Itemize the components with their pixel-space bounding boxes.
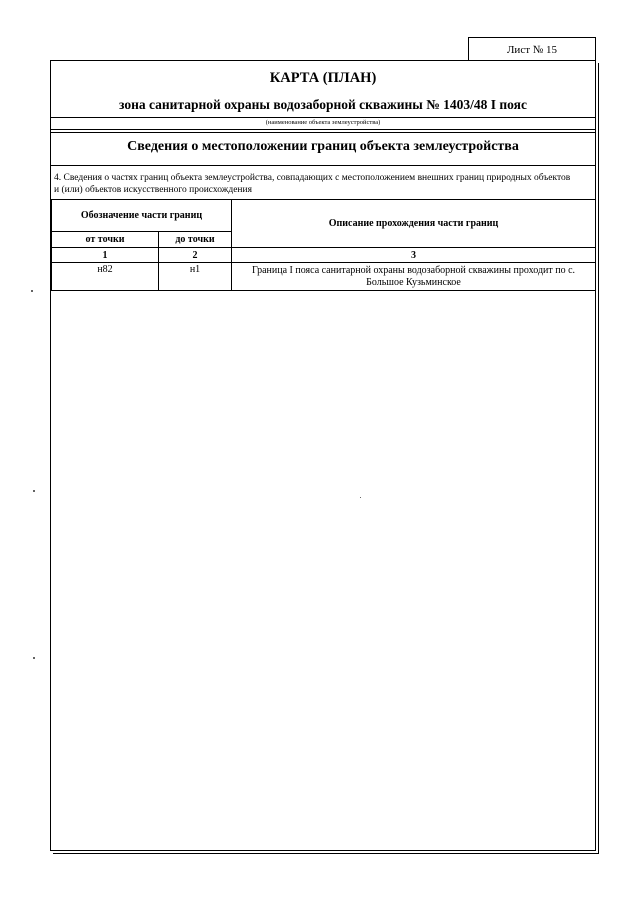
sheet-number: Лист № 15 xyxy=(506,43,558,56)
section-title: Сведения о местоположении границ объекта землеустройства xyxy=(127,139,519,154)
row-description: Граница I пояса санитарной охраны водозаборной скважины проходит по с. Большое Кузьминское xyxy=(232,263,596,291)
divider xyxy=(51,165,595,166)
sheet-number-box xyxy=(468,37,596,61)
header-from-point: от точки xyxy=(52,232,159,248)
divider xyxy=(51,132,595,133)
table-row xyxy=(52,263,596,291)
col-number: 1 xyxy=(52,248,159,263)
scan-speck xyxy=(360,497,361,498)
header-to-point: до точки xyxy=(159,232,232,248)
intro-text: 4. Сведения о частях границ объекта землеустройства, совпадающих с местоположением внешних границ природных объектов и (или) объектов искусственного происхождения xyxy=(54,173,571,195)
scan-speck xyxy=(33,657,35,659)
document-title: КАРТА (ПЛАН) xyxy=(269,70,377,86)
scan-speck xyxy=(31,290,33,292)
divider xyxy=(51,117,595,118)
col-number: 3 xyxy=(232,248,596,263)
scan-speck xyxy=(33,490,35,492)
row-to-point: н1 xyxy=(159,263,232,291)
header-description: Описание прохождения части границ xyxy=(232,200,596,248)
document-frame xyxy=(50,60,596,851)
header-group: Обозначение части границ xyxy=(52,200,232,232)
row-from-point: н82 xyxy=(52,263,159,291)
object-caption: (наименование объекта землеустройства) xyxy=(265,119,381,126)
boundary-parts-table xyxy=(51,199,596,291)
document-subtitle: зона санитарной охраны водозаборной скважины № 1403/48 I пояс xyxy=(119,97,527,112)
divider xyxy=(51,129,595,130)
col-number: 2 xyxy=(159,248,232,263)
